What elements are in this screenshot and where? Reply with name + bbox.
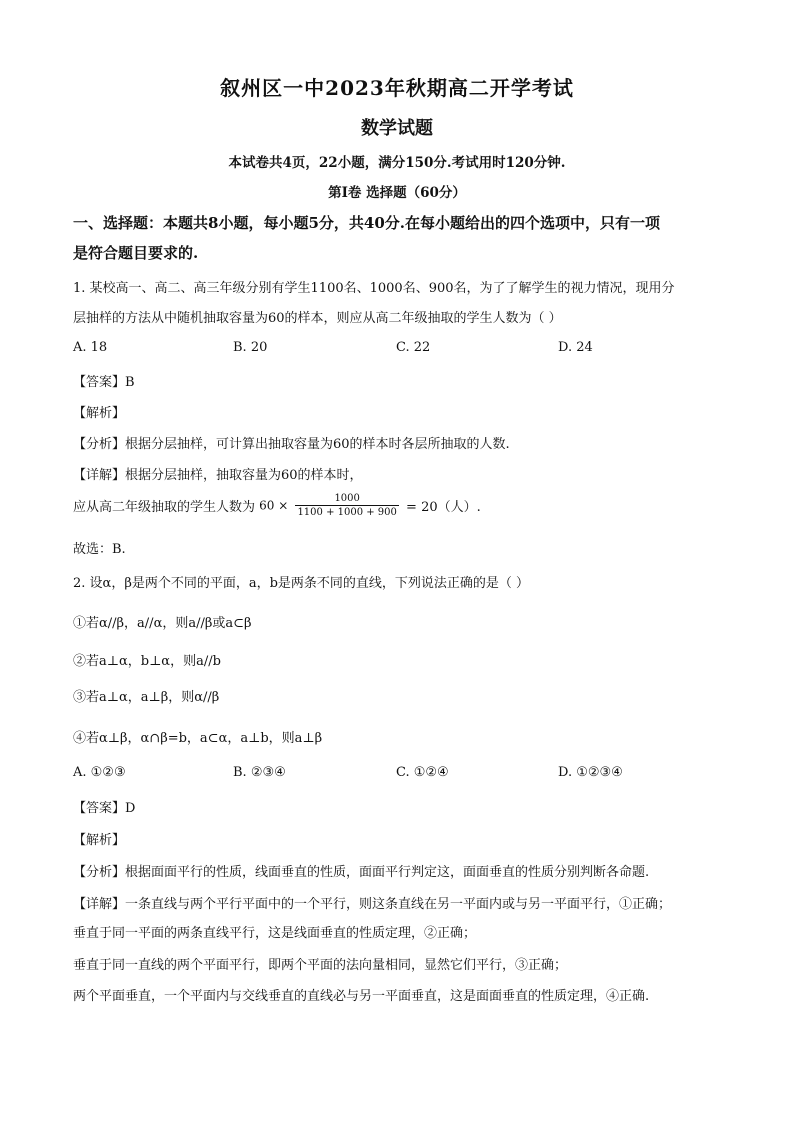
q1-fenxi: 【分析】根据分层抽样，可计算出抽取容量为60的样本时各层所抽取的人数. (73, 437, 510, 452)
q2-statement-1: ①若α//β，a//α，则a//β或a⊂β (73, 616, 252, 631)
q2-analysis-label: 【解析】 (73, 833, 126, 848)
q1-stem-line1: 1. 某校高一、高二、高三年级分别有学生1100名、1000名、900名，为了了解学生的视力情况，现用分 (73, 281, 675, 296)
part1-heading-line2: 是符合题目要求的. (73, 244, 199, 262)
q2-statement-3: ③若a⊥α，a⊥β，则α//β (73, 690, 220, 705)
q1-option-b: B. 20 (233, 340, 268, 355)
part1-heading-line1: 一、选择题：本题共8小题，每小题5分，共40分.在每小题给出的四个选项中，只有一项 (73, 214, 660, 232)
q1-option-c: C. 22 (396, 340, 431, 355)
q1-calculation (73, 492, 481, 519)
exam-subtitle: 数学试题 (361, 118, 433, 139)
q1-calc-result: = 20（人）. (406, 500, 481, 515)
q2-xiangjie-line1: 【详解】一条直线与两个平行平面中的一个平行，则这条直线在另一平面内或与另一平面平行，①正确； (73, 897, 672, 912)
exam-title: 叙州区一中2023年秋期高二开学考试 (220, 76, 574, 100)
q2-statement-4: ④若α⊥β，α∩β=b，a⊂α，a⊥b，则a⊥β (73, 731, 323, 746)
q1-answer: 【答案】B (73, 375, 135, 390)
section-title: 第I卷 选择题（60分） (328, 185, 466, 201)
q1-fraction-denominator: 1100 + 1000 + 900 (297, 507, 397, 518)
q2-statement-2: ②若a⊥α，b⊥α，则a//b (73, 654, 221, 669)
q2-option-b: B. ②③④ (233, 765, 286, 780)
q1-xiangjie: 【详解】根据分层抽样，抽取容量为60的样本时， (73, 468, 363, 483)
q2-answer: 【答案】D (73, 801, 136, 816)
q2-stem: 2. 设α，β是两个不同的平面，a，b是两条不同的直线，下列说法正确的是（ ） (73, 576, 530, 591)
q2-xiangjie-line4: 两个平面垂直，一个平面内与交线垂直的直线必与另一平面垂直，这是面面垂直的性质定理，④正确. (73, 989, 650, 1004)
exam-info: 本试卷共4页，22小题，满分150分.考试用时120分钟. (228, 155, 566, 171)
q1-choose: 故选：B. (73, 542, 126, 557)
q2-fenxi: 【分析】根据面面平行的性质，线面垂直的性质，面面平行判定这，面面垂直的性质分别判断各命题. (73, 865, 650, 880)
q1-calc-mult: 60 × (259, 498, 289, 513)
q1-stem-line2: 层抽样的方法从中随机抽取容量为60的样本，则应从高二年级抽取的学生人数为（ ） (73, 311, 562, 326)
q1-fraction (295, 492, 398, 519)
q1-fraction-numerator: 1000 (295, 492, 398, 506)
q1-calc-prefix: 应从高二年级抽取的学生人数为 (73, 500, 256, 515)
q1-analysis-label: 【解析】 (73, 406, 126, 421)
q2-option-a: A. ①②③ (73, 765, 126, 780)
q2-xiangjie-line2: 垂直于同一平面的两条直线平行，这是线面垂直的性质定理，②正确； (73, 926, 477, 941)
q2-xiangjie-line3: 垂直于同一直线的两个平面平行，即两个平面的法向量相同，显然它们平行，③正确； (73, 958, 568, 973)
q2-option-c: C. ①②④ (396, 765, 449, 780)
q2-option-d: D. ①②③④ (558, 765, 623, 780)
q1-option-a: A. 18 (73, 340, 108, 355)
q1-option-d: D. 24 (558, 340, 593, 355)
